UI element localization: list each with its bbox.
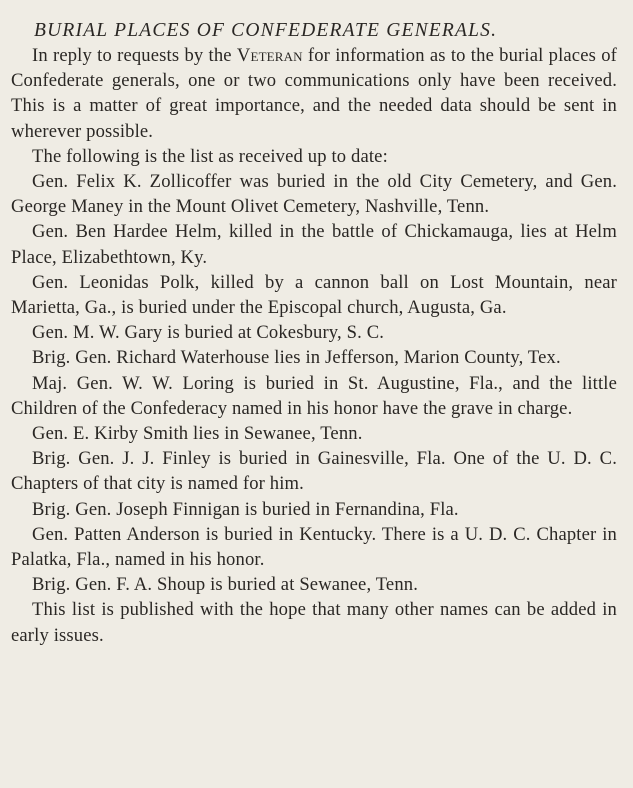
paragraph-gary: Gen. M. W. Gary is buried at Cokesbury, S. C.: [32, 322, 385, 344]
intro-text-before: In reply to requests by the: [32, 45, 237, 66]
paragraph-finley: Brig. Gen. J. J. Finley is buried in Gainesville, Fla. One of the U. D. C. Chapters of that city is named for him.: [11, 448, 617, 495]
paragraph-finnigan: Brig. Gen. Joseph Finnigan is buried in Fernandina, Fla.: [32, 498, 459, 520]
paragraph-closing: This list is published with the hope that many other names can be added in early issues.: [11, 599, 617, 646]
paragraph-shoup: Brig. Gen. F. A. Shoup is buried at Sewanee, Tenn.: [32, 574, 419, 596]
paragraph-anderson: Gen. Patten Anderson is buried in Kentucky. There is a U. D. C. Chapter in Palatka, Fla., named in his honor.: [11, 523, 617, 571]
paragraph-zollicoffer: Gen. Felix K. Zollicoffer was buried in the old City Cemetery, and Gen. George Maney in the Mount Olivet Cemetery, Nashville, Tenn.: [11, 171, 617, 218]
paragraph-kirby-smith: Gen. E. Kirby Smith lies in Sewanee, Tenn.: [32, 423, 363, 445]
paragraph-loring: Maj. Gen. W. W. Loring is buried in St. Augustine, Fla., and the little Children of the Confederacy named in his honor have the grave in charge.: [11, 372, 617, 419]
article-title: BURIAL PLACES OF CONFEDERATE GENERALS.: [34, 20, 498, 41]
paragraph-waterhouse: Brig. Gen. Richard Waterhouse lies in Jefferson, Marion County, Tex.: [32, 347, 561, 369]
intro-paragraph: [11, 43, 617, 144]
paragraph-list-intro: The following is the list as received up to date:: [32, 145, 388, 167]
veteran-name: Veteran: [236, 45, 303, 66]
paragraph-polk: Gen. Leonidas Polk, killed by a cannon ball on Lost Mountain, near Marietta, Ga., is buried under the Episcopal church, Augusta, Ga.: [11, 271, 617, 319]
article-body: [11, 43, 617, 648]
intro-text-after: for information as to the burial places of Confederate generals, one or two communications only have been received. This is a matter of great importance, and the needed data should be sent in wherever possible.: [11, 45, 617, 142]
paragraph-helm: Gen. Ben Hardee Helm, killed in the battle of Chickamauga, lies at Helm Place, Elizabethtown, Ky.: [11, 221, 617, 268]
